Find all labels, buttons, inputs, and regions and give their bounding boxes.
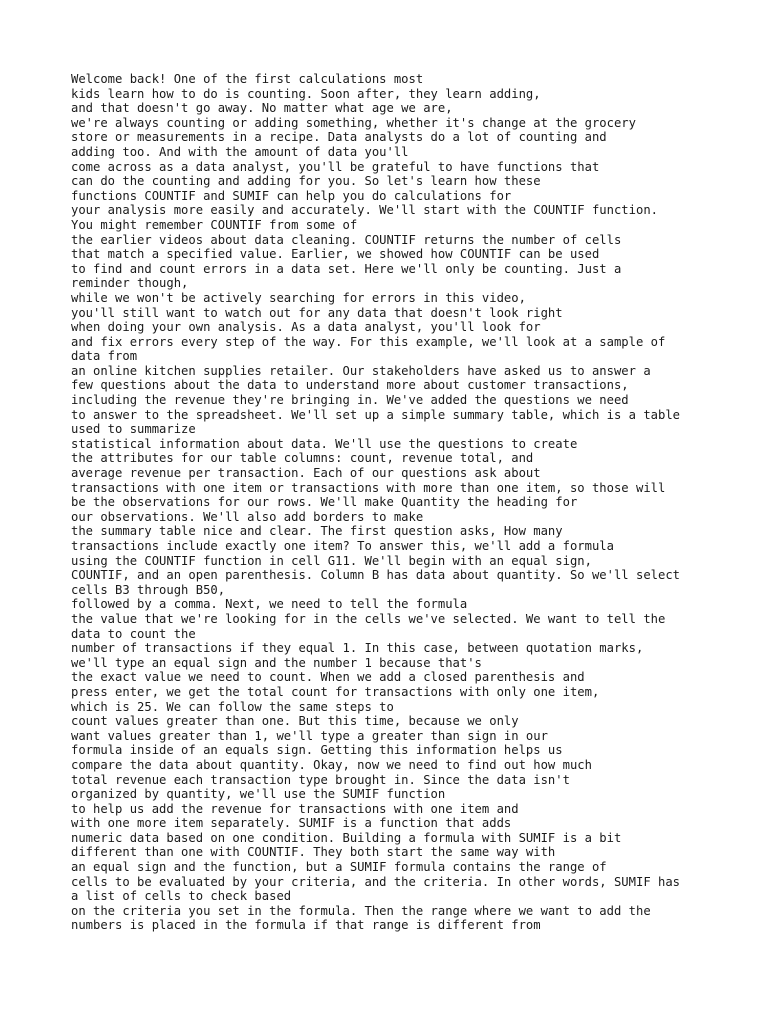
transcript-line: different than one with COUNTIF. They both start the same way with [71,845,556,860]
transcript-line: store or measurements in a recipe. Data analysts do a lot of counting and [71,130,607,145]
transcript-line: kids learn how to do is counting. Soon after, they learn adding, [71,86,541,101]
transcript-line: functions COUNTIF and SUMIF can help you do calculations for [71,188,512,203]
transcript-line: you'll still want to watch out for any data that doesn't look right [71,305,563,320]
transcript-line: we'll type an equal sign and the number 1 because that's [71,655,482,670]
transcript-line: the attributes for our table columns: count, revenue total, and [71,451,534,466]
transcript-line: total revenue each transaction type brought in. Since the data isn't [71,772,570,787]
transcript-line: You might remember COUNTIF from some of [71,217,358,232]
transcript-line: while we won't be actively searching for errors in this video, [71,290,526,305]
transcript-line: average revenue per transaction. Each of our questions ask about [71,466,541,481]
transcript-line: a list of cells to check based [71,889,292,904]
transcript-line: an equal sign and the function, but a SUMIF formula contains the range of [71,860,607,875]
transcript-line: transactions include exactly one item? To answer this, we'll add a formula [71,539,614,553]
transcript-line: count values greater than one. But this time, because we only [71,714,519,729]
transcript-line: our observations. We'll also add borders to make [71,509,424,524]
transcript-line: the exact value we need to count. When we add a closed parenthesis and [71,670,585,685]
transcript-line: number of transactions if they equal 1. In this case, between quotation marks, [71,641,644,656]
transcript-line: can do the counting and adding for you. So let's learn how these [71,174,541,189]
transcript-line: the summary table nice and clear. The first question asks, How many [71,524,563,539]
transcript-line: be the observations for our rows. We'll make Quantity the heading for [71,495,578,510]
transcript-line: data to count the [71,626,196,641]
transcript-line: with one more item separately. SUMIF is a function that adds [71,816,512,831]
transcript-line: using the COUNTIF function in cell G11. We'll begin with an equal sign, [71,553,592,568]
transcript-line: used to summarize [71,422,196,437]
transcript-line: on the criteria you set in the formula. Then the range where we want to add the [71,903,651,918]
transcript-line: COUNTIF, and an open parenthesis. Column B has data about quantity. So we'll select [71,568,681,583]
transcript-line: which is 25. We can follow the same steps to [71,699,394,714]
transcript-line: the earlier videos about data cleaning. COUNTIF returns the number of cells [71,232,622,247]
transcript-line: and fix errors every step of the way. For this example, we'll look at a sample of [71,334,666,349]
transcript-line: when doing your own analysis. As a data analyst, you'll look for [71,320,541,335]
transcript-line: followed by a comma. Next, we need to tell the formula [71,597,468,612]
transcript-line: and that doesn't go away. No matter what age we are, [71,101,453,116]
transcript-line: an online kitchen supplies retailer. Our stakeholders have asked us to answer a [71,363,651,378]
transcript-line: compare the data about quantity. Okay, now we need to find out how much [71,757,592,772]
transcript-line: numbers is placed in the formula if that range is different from [71,918,541,933]
transcript-line: that match a specified value. Earlier, we showed how COUNTIF can be used [71,247,600,262]
transcript-line: statistical information about data. We'll use the questions to create [71,436,578,451]
transcript-line: cells B3 through B50, [71,582,226,597]
transcript-line: your analysis more easily and accurately. We'll start with the COUNTIF function. [71,203,658,218]
transcript-line: come across as a data analyst, you'll be grateful to have functions that [71,159,600,174]
transcript-line: formula inside of an equals sign. Getting this information helps us [71,743,563,758]
transcript-line: to answer to the spreadsheet. We'll set up a simple summary table, which is a table [71,407,681,422]
transcript-line: including the revenue they're bringing in. We've added the questions we need [71,393,629,408]
transcript-line: the value that we're looking for in the cells we've selected. We want to tell the [71,611,666,626]
transcript-line: cells to be evaluated by your criteria, and the criteria. In other words, SUMIF has [71,874,681,889]
transcript-line: organized by quantity, we'll use the SUMIF function [71,787,446,802]
transcript-line: adding too. And with the amount of data you'll [71,144,409,159]
transcript-line: to find and count errors in a data set. Here we'll only be counting. Just a [71,261,622,276]
transcript-line: reminder though, [71,276,189,291]
transcript-line: data from [71,349,138,364]
transcript-line: few questions about the data to understand more about customer transactions, [71,378,629,393]
transcript-line: numeric data based on one condition. Building a formula with SUMIF is a bit [71,830,622,845]
transcript-line: Welcome back! One of the first calculations most [71,72,424,86]
transcript-line: to help us add the revenue for transactions with one item and [71,801,519,816]
transcript-line: transactions with one item or transactions with more than one item, so those will [71,480,666,495]
transcript-line: we're always counting or adding something, whether it's change at the grocery [71,115,636,130]
transcript-line: press enter, we get the total count for transactions with only one item, [71,684,600,699]
transcript-text-block [71,72,761,933]
transcript-line: want values greater than 1, we'll type a greater than sign in our [71,728,548,743]
